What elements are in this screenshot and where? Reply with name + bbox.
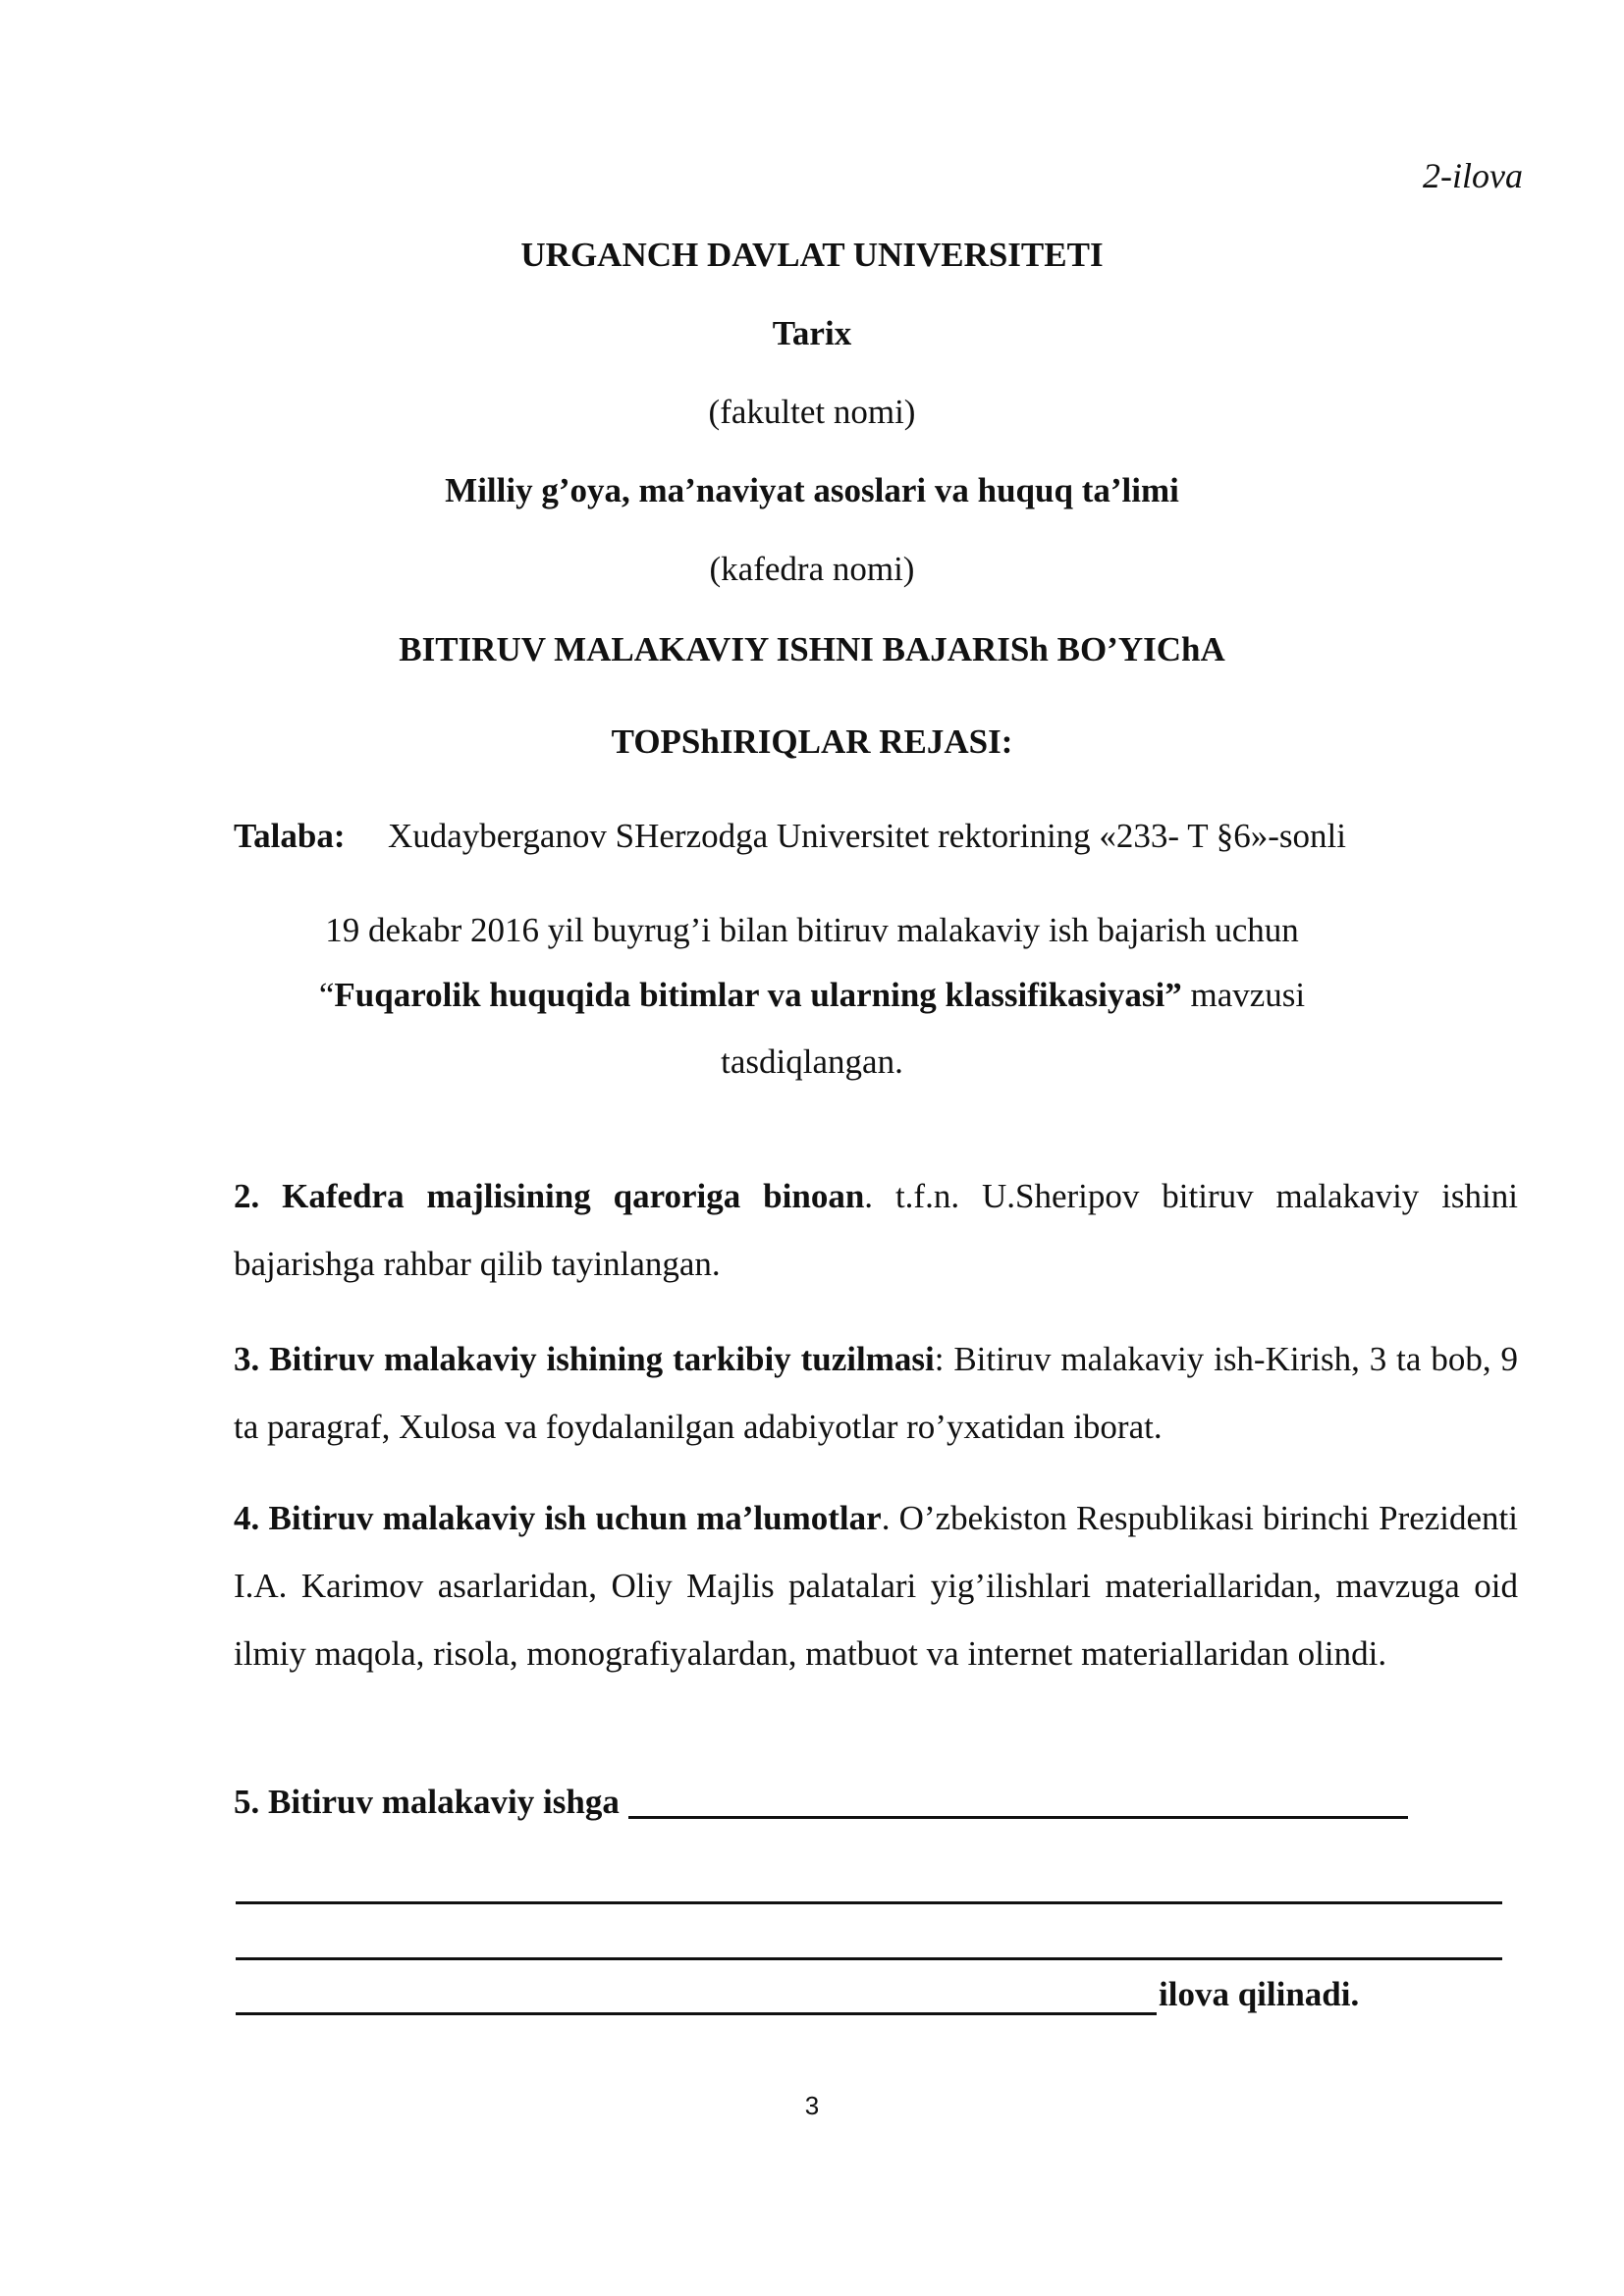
department-name: Milliy g’oya, ma’naviyat asoslari va huquq ta’limi [445,471,1179,509]
blank-line-1 [236,1901,1502,1904]
item-5-heading: 5. Bitiruv malakaviy ishga [234,1783,620,1821]
item-3-heading: 3. Bitiruv malakaviy ishining tarkibiy tuzilmasi [234,1340,935,1378]
student-line-1-text: Xudayberganov SHerzodga Universitet rektorining «233- T §6»-sonli [387,817,1346,855]
university-name: URGANCH DAVLAT UNIVERSITETI [520,236,1104,274]
annex-label: 2-ilova [1423,156,1523,195]
item-3-paragraph [234,1325,1518,1461]
title-line-1: BITIRUV MALAKAVIY ISHNI BAJARISh BO’YIChA [399,630,1225,668]
item-4-body: . O’zbekiston Respublikasi birinchi Prezidenti I.A. Karimov asarlaridan, Oliy Majlis palatalari yig’ilishlari materiallaridan, mavzuga oid ilmiy maqola, risola, monografiyalardan, matbuot va internet materiallaridan olindi. [234,1499,1519,1673]
item-2-paragraph [234,1162,1518,1298]
approved-line: tasdiqlangan. [721,1042,903,1081]
blank-line-2 [236,1957,1502,1960]
item-5-blank [628,1787,1408,1819]
item-2-body: . t.f.n. U.Sheripov bitiruv malakaviy ishini bajarishga rahbar qilib tayinlangan. [234,1177,1519,1283]
faculty-caption: (fakultet nomi) [708,393,916,431]
student-label: Talaba: [234,817,346,855]
item-4-heading: 4. Bitiruv malakaviy ish uchun ma’lumotlar [234,1499,882,1537]
faculty-name: Tarix [772,314,852,352]
topic-line [0,976,1624,1015]
item-3-body: : Bitiruv malakaviy ish-Kirish, 3 ta bob, 9 ta paragraf, Xulosa va foydalanilgan adabiyotlar ro’yxatidan iborat. [234,1340,1518,1446]
title-line-2: TOPShIRIQLAR REJASI: [611,722,1013,761]
item-2-heading: 2. Kafedra majlisining qaroriga binoan [234,1177,865,1215]
topic-title: Fuqarolik huquqida bitimlar va ularning klassifikasiyasi” [334,976,1182,1014]
item-5-ending: ilova qilinadi. [1159,1975,1360,2013]
page-number: 3 [804,2091,820,2120]
item-4-paragraph [234,1484,1518,1687]
item-5-line [234,1783,1408,1822]
student-line-1 [234,817,1346,856]
department-caption: (kafedra nomi) [709,550,915,588]
student-line-2: 19 dekabr 2016 yil buyrug’i bilan bitiruv malakaviy ish bajarish uchun [325,911,1299,949]
topic-open-quote: “ [318,976,335,1014]
topic-after: mavzusi [1181,976,1306,1014]
blank-line-3 [236,2012,1157,2015]
